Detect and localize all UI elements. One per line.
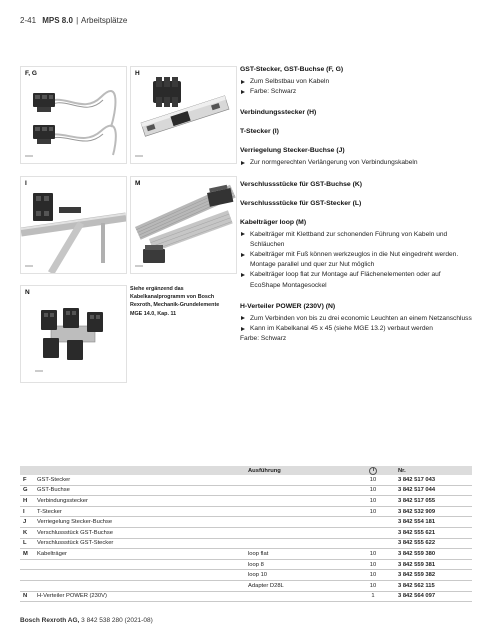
row-letter: K [20,527,34,538]
row-nr: 3 842 555 622 [395,538,472,549]
desc-j [240,147,472,168]
bullet-item: Farbe: Schwarz [240,87,472,97]
table-row [20,527,472,538]
page-header [20,16,127,25]
table-row [20,506,472,517]
row-name: GST-Buchse [34,485,245,496]
row-variant: loop 8 [245,559,351,570]
row-name: Kabelträger [34,549,245,560]
row-letter [20,570,34,581]
row-variant [245,496,351,507]
row-letter: M [20,549,34,560]
row-name: T-Stecker [34,506,245,517]
image-n [20,285,127,383]
desc-i [240,128,472,135]
row-name: GST-Stecker [34,475,245,485]
desc-fg-list [240,77,472,97]
table-row [20,559,472,570]
row-qty: 10 [351,496,395,507]
image-fg-label: F, G [25,70,37,77]
product-name: MPS 8.0 [42,16,73,25]
row-name: H-Verteiler POWER (230V) [34,591,245,602]
row-nr: 3 842 554 181 [395,517,472,528]
kabeltraeger-loop-illustration [131,177,236,273]
row-nr: 3 842 559 380 [395,549,472,560]
row-nr: 3 842 559 382 [395,570,472,581]
table-row [20,485,472,496]
bullet-item: Zum Selbstbau von Kabeln [240,77,472,87]
header-nr: Nr. [395,466,472,475]
row-letter: G [20,485,34,496]
row-qty [351,527,395,538]
footer-doc-number: 3 842 538 280 (2021-08) [81,617,153,624]
table-header-row [20,466,472,475]
row-letter [20,559,34,570]
bullet-item: Kabelträger loop flat zur Montage auf Flächenelementen oder auf EcoShape Montagesockel [240,270,472,290]
t-stecker-illustration [21,177,126,273]
row-nr: 3 842 517 043 [395,475,472,485]
row-nr: 3 842 559 381 [395,559,472,570]
desc-h [240,109,472,116]
row-qty: 10 [351,475,395,485]
desc-j-title: Verriegelung Stecker-Buchse (J) [240,147,345,155]
row-name: Verriegelung Stecker-Buchse [34,517,245,528]
table-row [20,517,472,528]
table-row [20,591,472,602]
row-name: Verschlussstück GST-Buchse [34,527,245,538]
desc-n-color: Farbe: Schwarz [240,335,287,343]
page-footer [20,617,153,624]
row-nr: 3 842 517 044 [395,485,472,496]
row-qty: 1 [351,591,395,602]
desc-n-title: H-Verteiler POWER (230V) (N) [240,302,336,310]
row-qty: 10 [351,559,395,570]
row-variant [245,527,351,538]
row-qty: 10 [351,485,395,496]
row-name [34,559,245,570]
image-h-label: H [135,70,140,77]
header-name [34,466,245,475]
desc-j-list [240,158,472,168]
row-letter: L [20,538,34,549]
row-variant [245,485,351,496]
row-nr: 3 842 564 097 [395,591,472,602]
desc-i-title: T-Stecker (I) [240,128,279,136]
table-row [20,475,472,485]
row-nr: 3 842 555 621 [395,527,472,538]
clock-icon [369,467,377,475]
desc-l [240,200,472,207]
row-variant [245,517,351,528]
verbindungsstecker-illustration [131,67,236,163]
header-ausfuehrung: Ausführung [245,466,351,475]
image-n-label: N [25,289,30,296]
row-letter: F [20,475,34,485]
row-name: Verbindungsstecker [34,496,245,507]
row-name: Verschlussstück GST-Stecker [34,538,245,549]
row-variant [245,591,351,602]
desc-n [240,303,472,345]
row-variant [245,538,351,549]
gst-connector-illustration [21,67,126,163]
image-m-label: M [135,180,141,187]
row-variant [245,475,351,485]
bullet-item: Zum Verbinden von bis zu drei economic Leuchten an einem Netzanschluss [240,314,472,324]
row-letter: H [20,496,34,507]
table-row [20,538,472,549]
h-verteiler-illustration [21,286,126,382]
row-variant: loop flat [245,549,351,560]
image-fg [20,66,127,164]
row-nr: 3 842 532 909 [395,506,472,517]
parts-table [20,466,472,602]
row-qty [351,538,395,549]
desc-m-title: Kabelträger loop (M) [240,218,307,226]
row-letter [20,580,34,591]
table-row [20,496,472,507]
row-letter: J [20,517,34,528]
header-qty [351,466,395,475]
image-i [20,176,127,274]
row-qty [351,517,395,528]
desc-n-list [240,314,472,334]
row-qty: 10 [351,506,395,517]
desc-fg [240,66,472,97]
bullet-item: Zur normgerechten Verlängerung von Verbindungskabeln [240,158,472,168]
table-row [20,549,472,560]
row-letter: N [20,591,34,602]
table-row [20,570,472,581]
bullet-item: Kabelträger mit Fuß können werkzeuglos in die Nut eingedreht werden. Montage parallel und quer zur Nut möglich [240,250,472,270]
desc-l-title: Verschlussstücke für GST-Stecker (L) [240,199,362,207]
desc-fg-title: GST-Stecker, GST-Buchse (F, G) [240,66,344,73]
table-row [20,580,472,591]
row-qty: 10 [351,549,395,560]
row-variant: loop 10 [245,570,351,581]
row-letter: I [20,506,34,517]
row-nr: 3 842 517 055 [395,496,472,507]
row-name [34,580,245,591]
row-qty: 10 [351,580,395,591]
image-i-label: I [25,180,27,187]
desc-m-list [240,230,472,291]
row-variant [245,506,351,517]
desc-m [240,219,472,291]
row-name [34,570,245,581]
section-name: Arbeitsplätze [81,16,128,25]
bullet-item: Kann im Kabelkanal 45 x 45 (siehe MGE 13.2) verbaut werden [240,324,472,334]
aside-note: Siehe ergänzend das Kabelkanalprogramm von Bosch Rexroth, Mechanik-Grundelemente MGE 14.0, Kap. 11 [130,286,220,317]
row-variant: Adapter D28L [245,580,351,591]
desc-k-title: Verschlussstücke für GST-Buchse (K) [240,180,363,188]
image-h [130,66,237,164]
header-letter [20,466,34,475]
row-qty: 10 [351,570,395,581]
footer-company: Bosch Rexroth AG, [20,617,80,624]
bullet-item: Kabelträger mit Klettband zur schonenden Führung von Kabeln und Schläuchen [240,230,472,250]
desc-k [240,181,472,188]
page-number: 2-41 [20,16,37,25]
description-column [240,66,472,344]
image-m [130,176,237,274]
desc-h-title: Verbindungsstecker (H) [240,109,317,117]
row-nr: 3 842 562 115 [395,580,472,591]
header-separator: | [76,16,79,25]
